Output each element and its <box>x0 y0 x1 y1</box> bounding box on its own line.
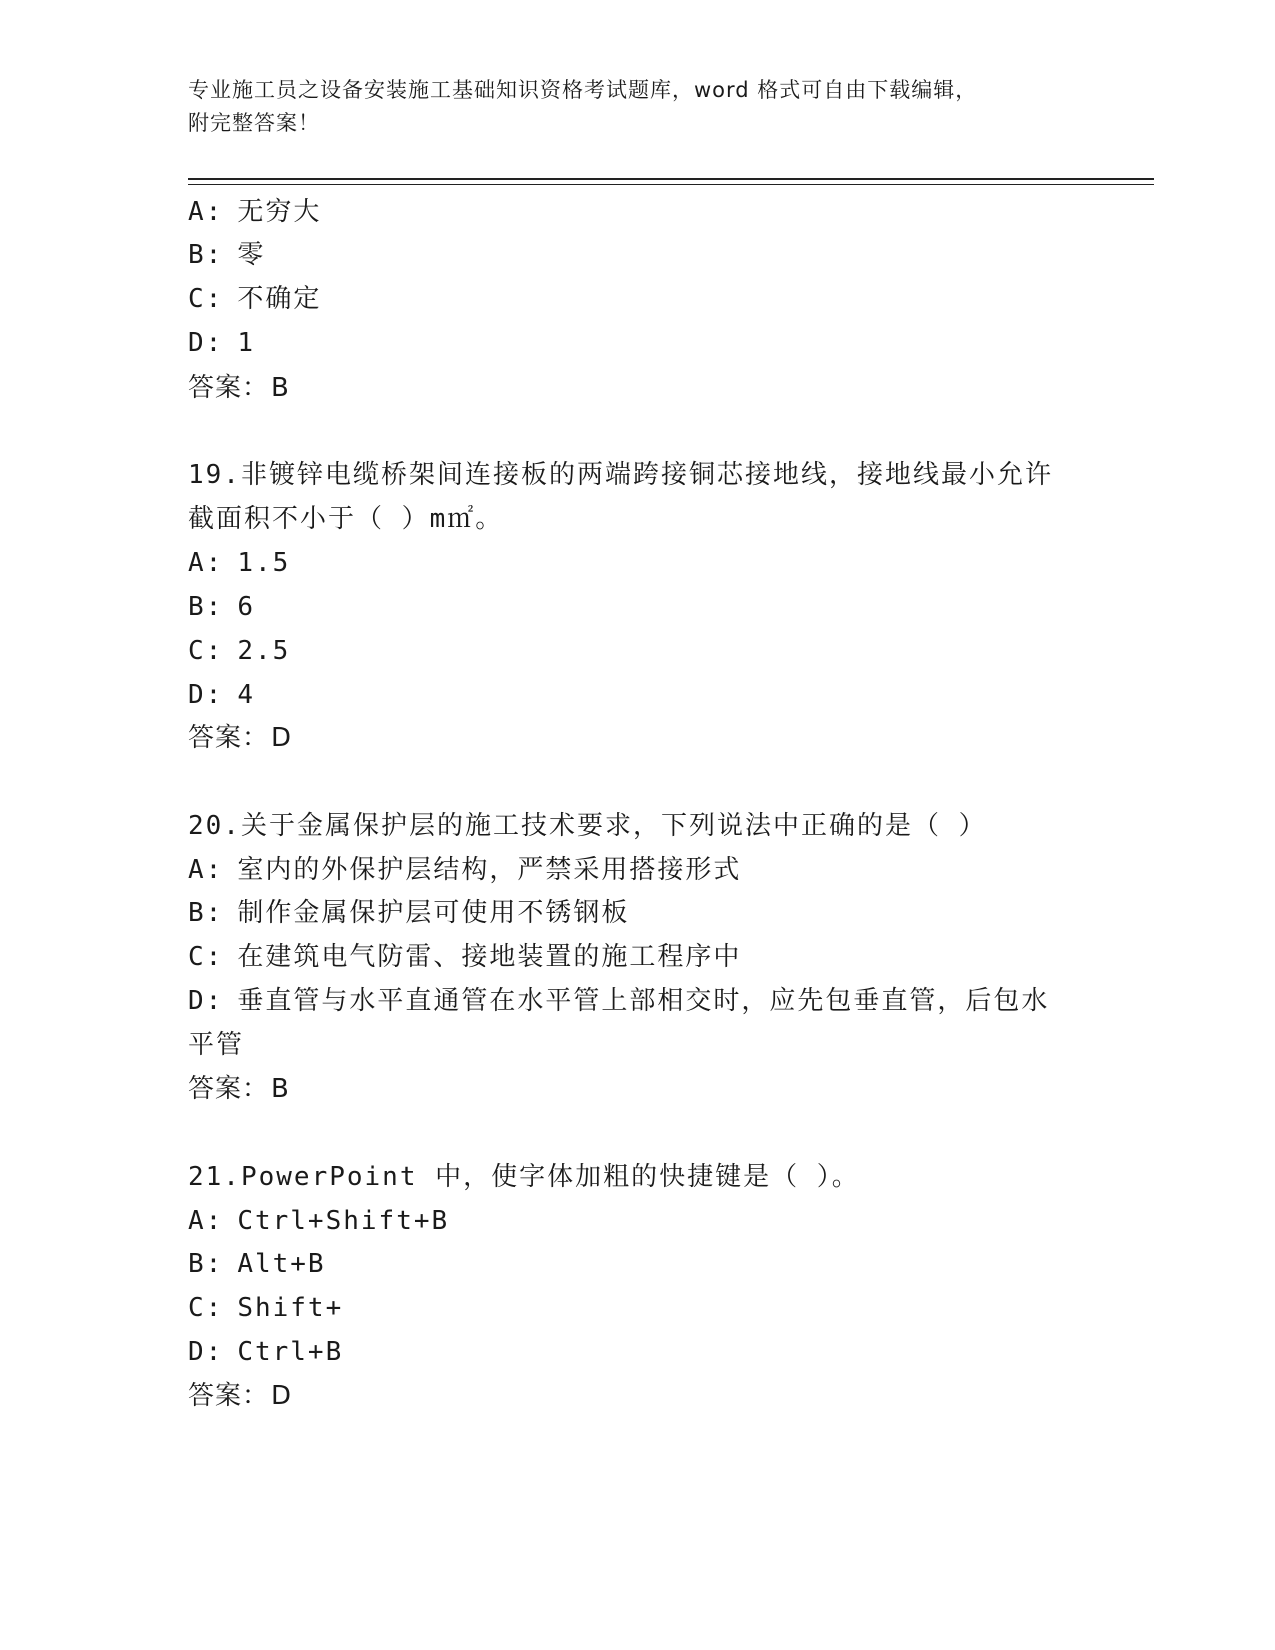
option-text: 零 <box>237 240 266 270</box>
option-text: Alt+B <box>237 1249 326 1279</box>
option-label: A: <box>188 197 224 227</box>
q18-option-b <box>188 240 265 270</box>
q20-option-a <box>188 855 741 885</box>
header-line-1: 专业施工员之设备安装施工基础知识资格考试题库，word 格式可自由下载编辑， <box>188 78 978 102</box>
q19-option-a <box>188 548 290 578</box>
q20-option-d <box>188 986 1049 1016</box>
option-label: D: <box>188 1337 224 1367</box>
answer-value: D <box>271 723 293 753</box>
document-header <box>188 74 1088 140</box>
q21-option-b <box>188 1249 326 1279</box>
q21-stem-line-1: 21.PowerPoint 中，使字体加粗的快捷键是（ ）。 <box>188 1162 860 1192</box>
header-divider-thin <box>188 184 1154 185</box>
option-label: D: <box>188 680 224 710</box>
option-text: Ctrl+B <box>237 1337 344 1367</box>
q21-option-a <box>188 1206 449 1236</box>
option-text: 垂直管与水平直通管在水平管上部相交时，应先包垂直管，后包水 <box>237 986 1050 1016</box>
answer-label: 答案： <box>188 1074 270 1104</box>
option-label: D: <box>188 328 224 358</box>
q20-option-b <box>188 898 629 928</box>
option-label: C: <box>188 942 224 972</box>
q21-option-d <box>188 1337 343 1367</box>
header-line-2: 附完整答案！ <box>188 111 320 135</box>
option-text: 6 <box>237 592 255 622</box>
q20-stem-line-1: 20.关于金属保护层的施工技术要求，下列说法中正确的是（ ） <box>188 811 987 841</box>
option-label: A: <box>188 1206 224 1236</box>
option-label: A: <box>188 855 224 885</box>
answer-value: B <box>271 373 290 403</box>
option-text: 1 <box>237 328 255 358</box>
q19-stem-line-2: 截面积不小于（ ）m㎡。 <box>188 504 504 534</box>
option-text: Shift+ <box>237 1293 344 1323</box>
q20-answer <box>188 1074 290 1104</box>
q19-stem-line-1: 19.非镀锌电缆桥架间连接板的两端跨接铜芯接地线，接地线最小允许 <box>188 460 1053 490</box>
option-label: C: <box>188 636 224 666</box>
option-label: B: <box>188 1249 224 1279</box>
q18-option-a <box>188 197 321 227</box>
option-text: 不确定 <box>237 284 322 314</box>
q20-option-c <box>188 942 741 972</box>
q21-option-c <box>188 1293 343 1323</box>
option-text: 制作金属保护层可使用不锈钢板 <box>237 898 630 928</box>
option-text: Ctrl+Shift+B <box>237 1206 450 1236</box>
q19-option-b <box>188 592 255 622</box>
option-text: 无穷大 <box>237 197 322 227</box>
option-text: 2.5 <box>237 636 291 666</box>
q20-option-d-continued: 平管 <box>188 1030 245 1060</box>
option-label: B: <box>188 898 224 928</box>
option-text: 4 <box>237 680 255 710</box>
q18-answer <box>188 373 290 403</box>
q19-option-d <box>188 680 255 710</box>
q19-answer <box>188 723 292 753</box>
q18-option-c <box>188 284 321 314</box>
option-text: 1.5 <box>237 548 291 578</box>
q19-option-c <box>188 636 290 666</box>
option-label: A: <box>188 548 224 578</box>
option-label: C: <box>188 284 224 314</box>
option-label: D: <box>188 986 224 1016</box>
answer-label: 答案： <box>188 723 270 753</box>
option-label: B: <box>188 592 224 622</box>
option-text: 室内的外保护层结构，严禁采用搭接形式 <box>237 855 742 885</box>
answer-label: 答案： <box>188 373 270 403</box>
option-label: C: <box>188 1293 224 1323</box>
answer-label: 答案： <box>188 1381 270 1411</box>
q21-answer <box>188 1381 292 1411</box>
q18-option-d <box>188 328 255 358</box>
option-text: 在建筑电气防雷、接地装置的施工程序中 <box>237 942 742 972</box>
answer-value: D <box>271 1381 293 1411</box>
header-divider-thick <box>188 178 1154 180</box>
option-label: B: <box>188 240 224 270</box>
answer-value: B <box>271 1074 290 1104</box>
